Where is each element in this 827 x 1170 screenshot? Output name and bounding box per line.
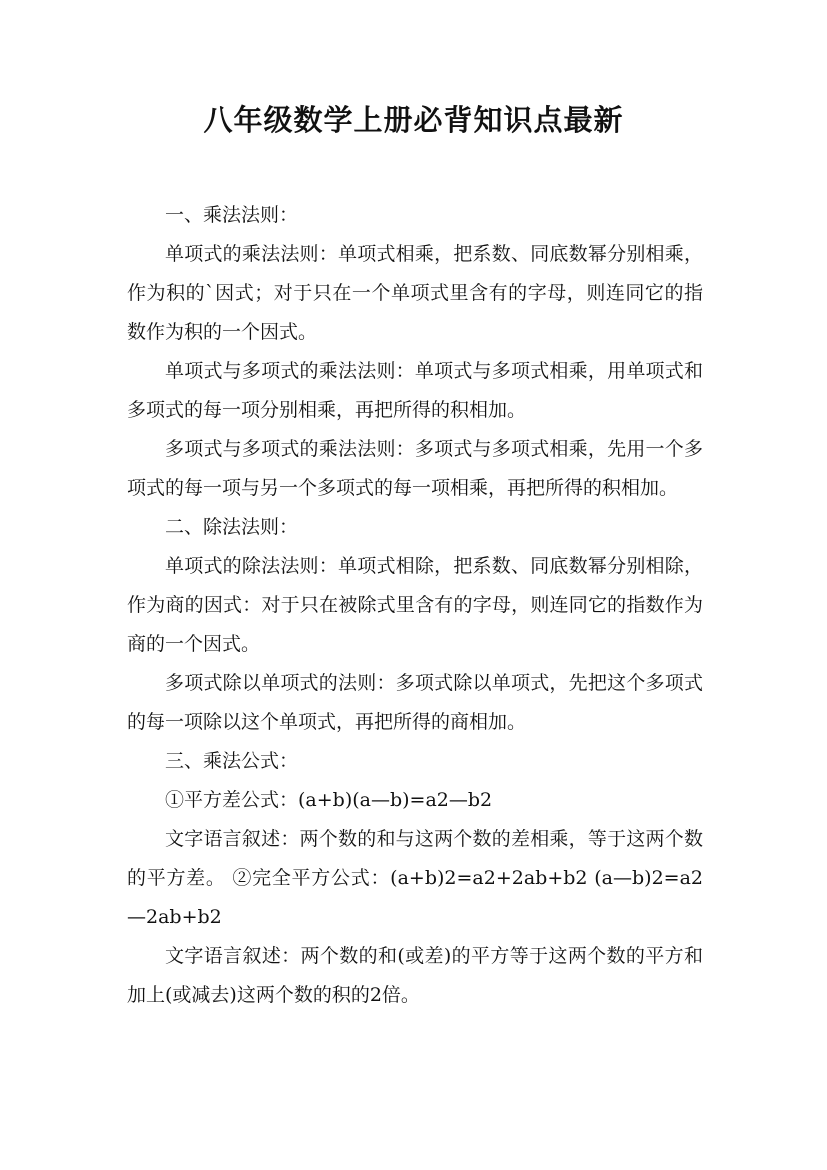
document-body	[127, 196, 703, 1015]
paragraph-monomial-polynomial-multiplication: 单项式与多项式的乘法法则：单项式与多项式相乘，用单项式和多项式的每一项分别相乘，再把所得的积相加。	[127, 360, 703, 421]
paragraph-perfect-square-description: 文字语言叙述：两个数的和(或差)的平方等于这两个数的平方和加上(或减去)这两个数的积的2倍。	[127, 945, 703, 1006]
paragraph-perfect-square-formula: 文字语言叙述：两个数的和与这两个数的差相乘，等于这两个数的平方差。 ②完全平方公式：(a+b)2=a2+2ab+b2 (a—b)2=a2—2ab+b2	[127, 828, 703, 928]
section-heading-division: 二、除法法则：	[165, 516, 299, 538]
paragraph-monomial-multiplication: 单项式的乘法法则：单项式相乘，把系数、同底数幂分别相乘，作为积的`因式；对于只在一个单项式里含有的字母，则连同它的指数作为积的一个因式。	[127, 243, 703, 343]
paragraph-monomial-division: 单项式的除法法则：单项式相除，把系数、同底数幂分别相除，作为商的因式：对于只在被除式里含有的字母，则连同它的指数作为商的一个因式。	[127, 555, 703, 655]
paragraph-polynomial-polynomial-multiplication: 多项式与多项式的乘法法则：多项式与多项式相乘，先用一个多项式的每一项与另一个多项式的每一项相乘，再把所得的积相加。	[127, 438, 703, 499]
document-title: 八年级数学上册必背知识点最新	[203, 103, 624, 137]
section-heading-formulas: 三、乘法公式：	[165, 750, 299, 772]
paragraph-polynomial-monomial-division: 多项式除以单项式的法则：多项式除以单项式，先把这个多项式的每一项除以这个单项式，再把所得的商相加。	[127, 672, 703, 733]
paragraph-difference-of-squares: ①平方差公式：(a+b)(a—b)=a2—b2	[165, 789, 493, 811]
section-heading-multiplication: 一、乘法法则：	[165, 204, 299, 226]
